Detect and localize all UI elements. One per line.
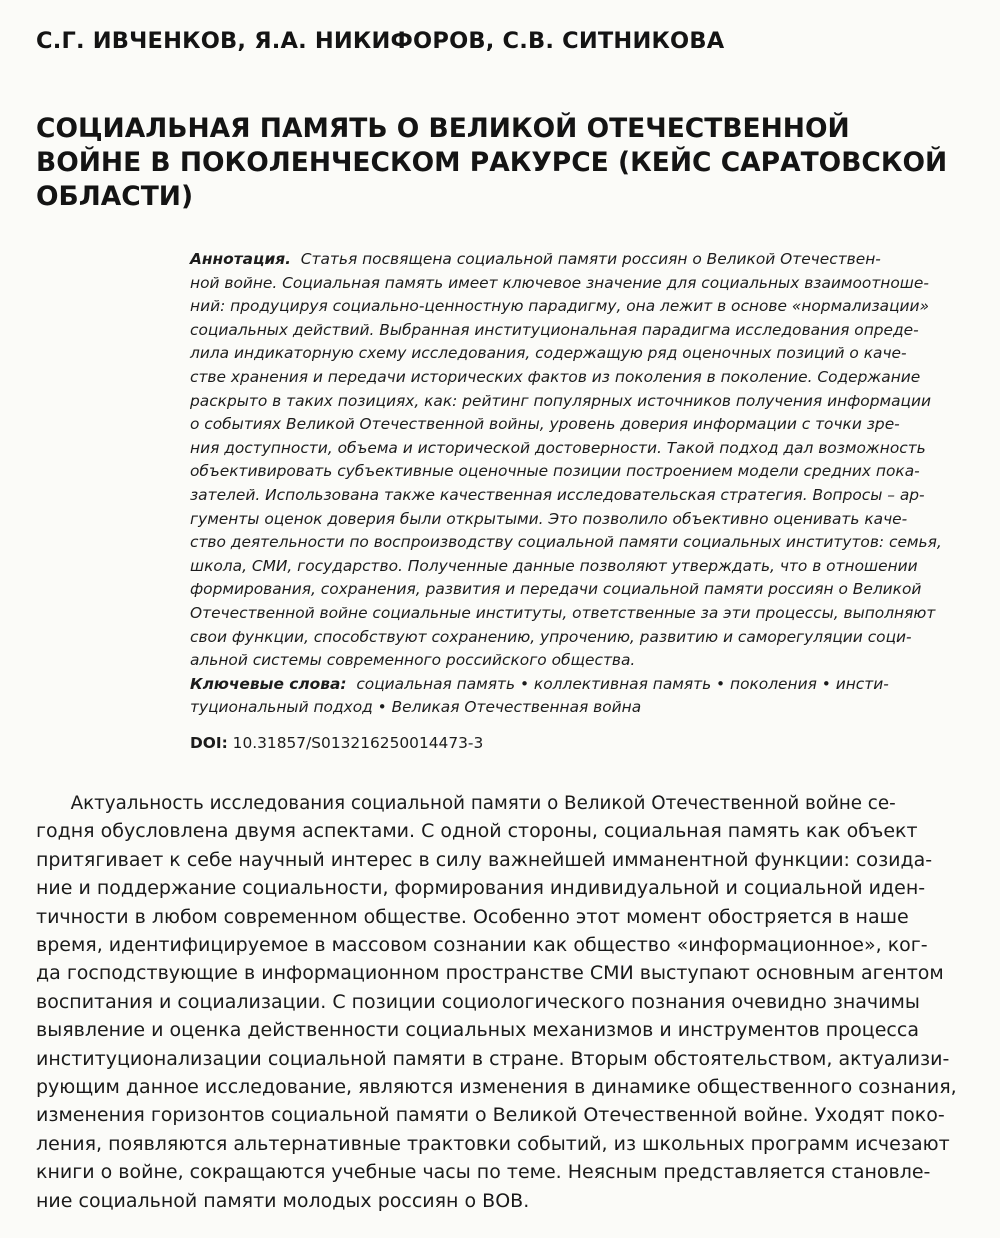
- keywords-label: Ключевые слова:: [190, 674, 347, 693]
- body-line: воспитания и социализации. С позиции социологического познания очевидно значимы: [36, 990, 920, 1013]
- abstract-line: гументы оценок доверия были открытыми. Это позволило объективно оценивать каче-: [190, 509, 908, 528]
- abstract-line: школа, СМИ, государство. Полученные данные позволяют утверждать, что в отношении: [190, 556, 918, 575]
- abstract-line: формирования, сохранения, развития и передачи социальной памяти россиян о Великой: [190, 580, 922, 599]
- body-line: да господствующие в информационном пространстве СМИ выступают основным агентом: [36, 962, 944, 985]
- body-line: изменения горизонтов социальной памяти о Великой Отечественной войне. Уходят поко-: [36, 1104, 945, 1127]
- abstract-line: Отечественной войне социальные институты, ответственные за эти процессы, выполняют: [190, 603, 936, 622]
- abstract-line: ния доступности, объема и исторической достоверности. Такой подход дал возможность: [190, 438, 926, 457]
- body-line: время, идентифицируемое в массовом сознании как общество «информационное», ког-: [36, 934, 928, 957]
- body-paragraph: [36, 789, 971, 1215]
- body-line: рующим данное исследование, являются изменения в динамике общественного сознания,: [36, 1076, 957, 1099]
- abstract-line: раскрыто в таких позициях, как: рейтинг популярных источников получения информации: [190, 391, 931, 410]
- body-line: ления, появляются альтернативные трактовки событий, из школьных программ исчезают: [36, 1132, 950, 1155]
- body-line: годня обусловлена двумя аспектами. С одной стороны, социальная память как объект: [36, 820, 918, 843]
- abstract-label: Аннотация.: [190, 250, 291, 268]
- keywords-line: туциональный подход • Великая Отечественная война: [190, 698, 642, 717]
- abstract-line: о событиях Великой Отечественной войны, уровень доверия информации с точки зре-: [190, 415, 900, 434]
- body-line: тичности в любом современном обществе. Особенно этот момент обостряется в наше: [36, 905, 909, 928]
- abstract-line: объективировать субъективные оценочные позиции построением модели средних пока-: [190, 462, 920, 481]
- title-line: ОБЛАСТИ): [36, 181, 194, 212]
- abstract-line: ство деятельности по воспроизводству социальной памяти социальных институтов: семья,: [190, 533, 942, 552]
- abstract-line: [190, 248, 965, 272]
- body-line: институционализации социальной памяти в стране. Вторым обстоятельством, актуализи-: [36, 1047, 950, 1070]
- body-line: притягивает к себе научный интерес в силу важнейшей имманентной функции: созида-: [36, 848, 933, 871]
- title-line: СОЦИАЛЬНАЯ ПАМЯТЬ О ВЕЛИКОЙ ОТЕЧЕСТВЕННОЙ: [36, 113, 850, 144]
- abstract-line: ной войне. Социальная память имеет ключевое значение для социальных взаимоотноше-: [190, 273, 929, 292]
- abstract-line: альной системы современного российского общества.: [190, 651, 636, 670]
- article-title: [36, 112, 976, 214]
- body-line: ние и поддержание социальности, формирования индивидуальной и социальной иден-: [36, 877, 926, 900]
- keywords-first-line: социальная память • коллективная память • поколения • инсти-: [356, 674, 889, 693]
- body-line: ние социальной памяти молодых россиян о ВОВ.: [36, 1189, 530, 1212]
- abstract-line: свои функции, способствуют сохранению, упрочению, развитию и саморегуляции соци-: [190, 627, 912, 646]
- abstract-block: [190, 248, 965, 720]
- title-line: ВОЙНЕ В ПОКОЛЕНЧЕСКОМ РАКУРСЕ (КЕЙС САРАТОВСКОЙ: [36, 147, 948, 178]
- doi-label: DOI:: [190, 734, 228, 752]
- doi-value: 10.31857/S013216250014473-3: [232, 734, 484, 752]
- abstract-line: социальных действий. Выбранная институциональная парадигма исследования опреде-: [190, 320, 919, 339]
- article-authors: С.Г. ИВЧЕНКОВ, Я.А. НИКИФОРОВ, С.В. СИТНИКОВА: [36, 28, 725, 54]
- abstract-line: стве хранения и передачи исторических фактов из поколения в поколение. Содержание: [190, 367, 921, 386]
- abstract-line: лила индикаторную схему исследования, содержащую ряд оценочных позиций о каче-: [190, 344, 907, 363]
- body-line: Актуальность исследования социальной памяти о Великой Отечественной войне се-: [70, 792, 896, 814]
- body-line: книги о войне, сокращаются учебные часы по теме. Неясным представляется становле-: [36, 1161, 931, 1184]
- body-line: выявление и оценка действенности социальных механизмов и инструментов процесса: [36, 1019, 919, 1042]
- abstract-line: ний: продуцируя социально-ценностную парадигму, она лежит в основе «нормализации»: [190, 297, 930, 316]
- doi-line: [190, 734, 483, 752]
- abstract-first-line: Статья посвящена социальной памяти россиян о Великой Отечествен-: [300, 250, 881, 268]
- keywords-line: [190, 673, 965, 697]
- abstract-line: зателей. Использована также качественная исследовательская стратегия. Вопросы – ар-: [190, 485, 925, 504]
